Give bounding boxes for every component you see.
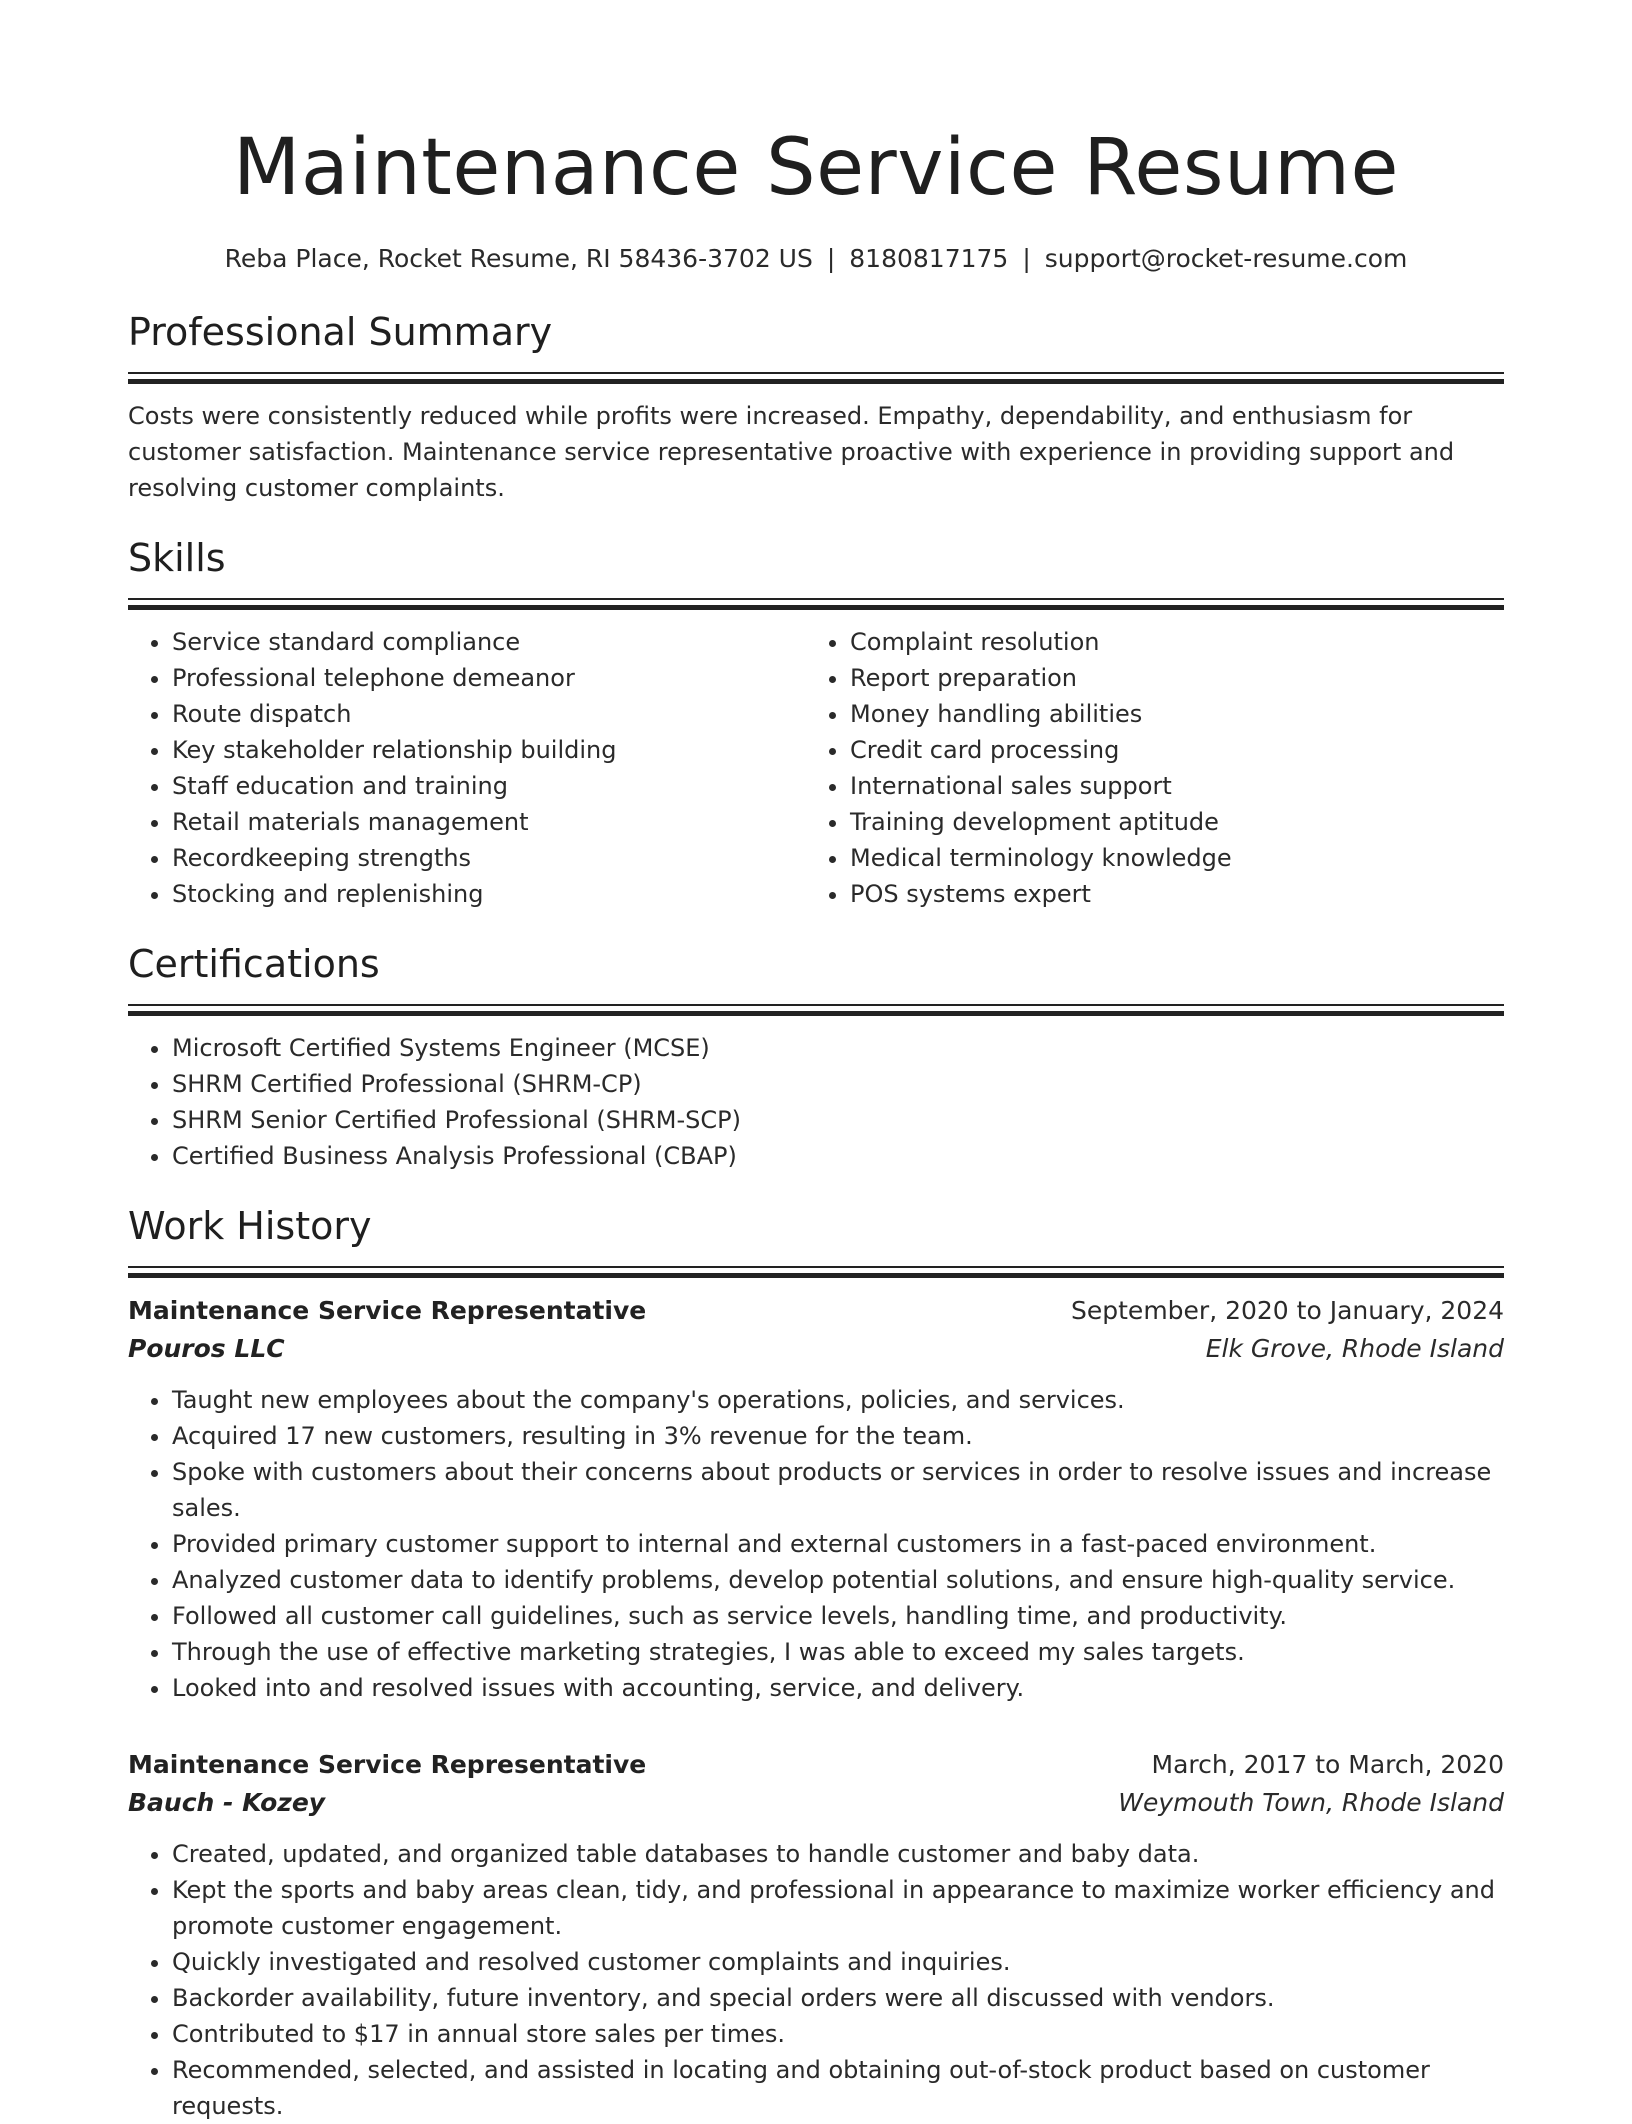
skills-column-left — [128, 610, 806, 912]
contact-phone[interactable]: 8180817175 — [849, 244, 1009, 273]
contact-address: Reba Place, Rocket Resume, RI 58436-3702 US — [224, 244, 813, 273]
skill-item: • Credit card processing — [850, 732, 1484, 768]
contact-separator: | — [826, 244, 836, 273]
job-dates: September, 2020 to January, 2024 — [1071, 1296, 1504, 1325]
skill-item: • Staff education and training — [172, 768, 806, 804]
contact-email[interactable]: support@rocket-resume.com — [1044, 244, 1408, 273]
job-company: Pouros LLC — [128, 1334, 285, 1363]
job-duty-item: • Acquired 17 new customers, resulting in 3% revenue for the team. — [172, 1418, 1504, 1454]
job-duty-item: • Created, updated, and organized table databases to handle customer and baby data. — [172, 1836, 1504, 1872]
job-title: Maintenance Service Representative — [128, 1296, 647, 1325]
skill-item: • Money handling abilities — [850, 696, 1484, 732]
skill-item: • Key stakeholder relationship building — [172, 732, 806, 768]
work-history-heading: Work History — [128, 1204, 372, 1248]
job-duties-list — [128, 1836, 1504, 2124]
certifications-heading: Certifications — [128, 942, 380, 986]
job-duty-item: • Analyzed customer data to identify problems, develop potential solutions, and ensure high-quality service. — [172, 1562, 1504, 1598]
job-header-row — [128, 1746, 1504, 1784]
skills-list-right — [806, 624, 1484, 912]
job-duty-item: • Looked into and resolved issues with accounting, service, and delivery. — [172, 1670, 1504, 1706]
skills-grid — [128, 610, 1504, 912]
work-history-section — [128, 1204, 1504, 2124]
resume-title: Maintenance Service Resume — [233, 123, 1399, 213]
certification-item: • Certified Business Analysis Professional (CBAP) — [172, 1138, 1504, 1174]
job-entry — [128, 1292, 1504, 1706]
job-duty-item: • Through the use of effective marketing strategies, I was able to exceed my sales targets. — [172, 1634, 1504, 1670]
job-company-row — [128, 1330, 1504, 1368]
job-dates: March, 2017 to March, 2020 — [1151, 1750, 1504, 1779]
skill-item: • Report preparation — [850, 660, 1484, 696]
certification-item: • Microsoft Certified Systems Engineer (MCSE) — [172, 1030, 1504, 1066]
certification-item: • SHRM Certified Professional (SHRM-CP) — [172, 1066, 1504, 1102]
skill-item: • Medical terminology knowledge — [850, 840, 1484, 876]
job-company-row — [128, 1784, 1504, 1822]
skill-item: • Service standard compliance — [172, 624, 806, 660]
skill-item: • Complaint resolution — [850, 624, 1484, 660]
skill-item: • Stocking and replenishing — [172, 876, 806, 912]
skills-list-left — [128, 624, 806, 912]
job-company: Bauch - Kozey — [128, 1788, 326, 1817]
certifications-list — [128, 1030, 1504, 1174]
job-entry — [128, 1746, 1504, 2124]
summary-text: Costs were consistently reduced while profits were increased. Empathy, dependability, and enthusiasm for customer satisfaction. Maintenance service representative proactive with experience in providing support and resolving customer complaints. — [128, 402, 1455, 502]
skill-item: • POS systems expert — [850, 876, 1484, 912]
skills-column-right — [806, 610, 1484, 912]
skills-heading: Skills — [128, 536, 226, 580]
job-duty-item: • Kept the sports and baby areas clean, tidy, and professional in appearance to maximize worker efficiency and promote customer engagement. — [172, 1872, 1504, 1944]
resume-content — [128, 0, 1504, 2124]
job-header-row — [128, 1292, 1504, 1330]
job-duty-item: • Recommended, selected, and assisted in locating and obtaining out-of-stock product based on customer requests. — [172, 2052, 1504, 2124]
certification-item: • SHRM Senior Certified Professional (SHRM-SCP) — [172, 1102, 1504, 1138]
job-location: Elk Grove, Rhode Island — [1205, 1334, 1504, 1363]
certifications-section — [128, 942, 1504, 1174]
skill-item: • Training development aptitude — [850, 804, 1484, 840]
section-divider — [128, 1266, 1504, 1278]
skill-item: • Professional telephone demeanor — [172, 660, 806, 696]
job-duty-item: • Spoke with customers about their concerns about products or services in order to resolve issues and increase sales. — [172, 1454, 1504, 1526]
summary-section — [128, 310, 1504, 506]
skill-item: • Route dispatch — [172, 696, 806, 732]
job-duty-item: • Provided primary customer support to internal and external customers in a fast-paced environment. — [172, 1526, 1504, 1562]
skills-section — [128, 536, 1504, 912]
job-duties-list — [128, 1382, 1504, 1706]
job-location: Weymouth Town, Rhode Island — [1118, 1788, 1504, 1817]
section-divider — [128, 372, 1504, 384]
job-duty-item: • Taught new employees about the company's operations, policies, and services. — [172, 1382, 1504, 1418]
skill-item: • Retail materials management — [172, 804, 806, 840]
job-duty-item: • Backorder availability, future inventory, and special orders were all discussed with vendors. — [172, 1980, 1504, 2016]
summary-heading: Professional Summary — [128, 310, 553, 354]
job-duty-item: • Followed all customer call guidelines, such as service levels, handling time, and productivity. — [172, 1598, 1504, 1634]
skill-item: • International sales support — [850, 768, 1484, 804]
job-title: Maintenance Service Representative — [128, 1750, 647, 1779]
section-divider — [128, 598, 1504, 610]
job-duty-item: • Contributed to $17 in annual store sales per times. — [172, 2016, 1504, 2052]
section-divider — [128, 1004, 1504, 1016]
contact-line — [128, 242, 1504, 276]
contact-separator: | — [1022, 244, 1031, 273]
job-duty-item: • Quickly investigated and resolved customer complaints and inquiries. — [172, 1944, 1504, 1980]
skill-item: • Recordkeeping strengths — [172, 840, 806, 876]
